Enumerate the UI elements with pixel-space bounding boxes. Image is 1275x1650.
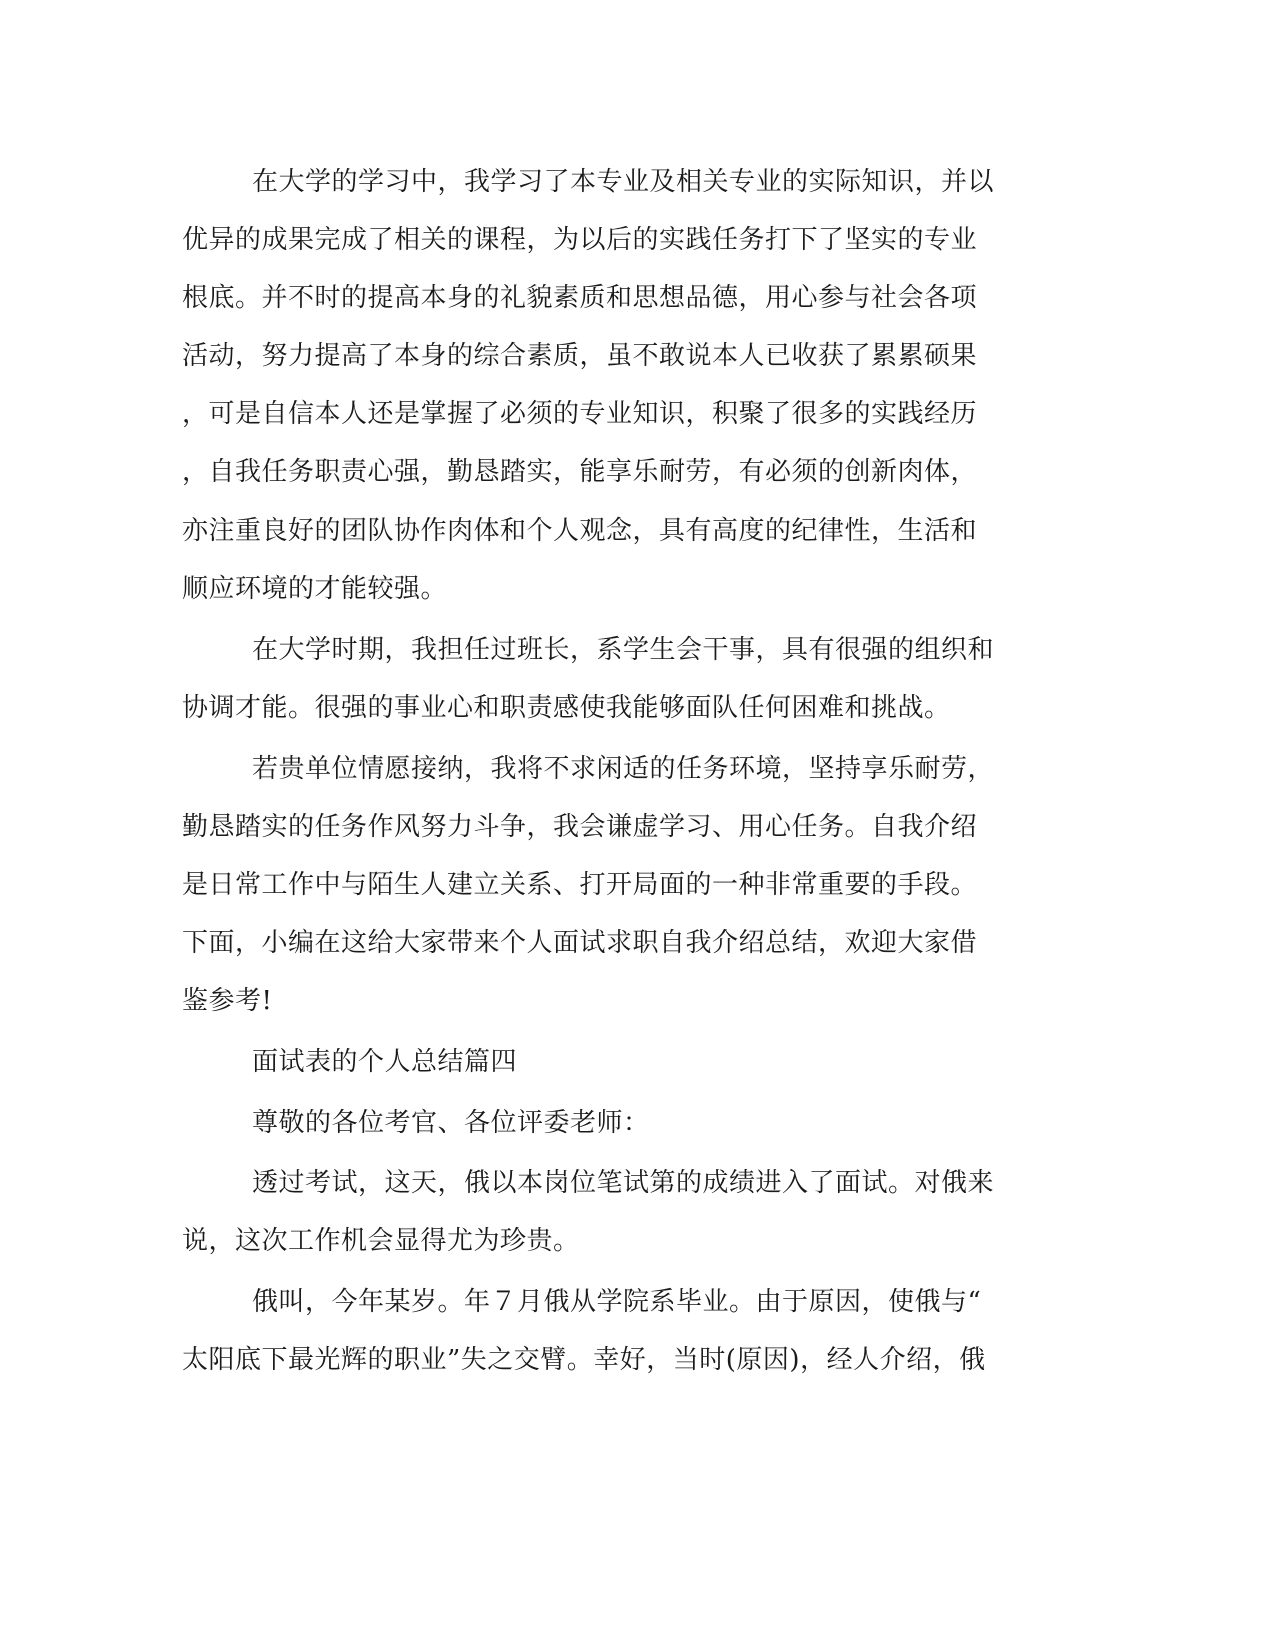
text-line: 太阳底下最光辉的职业”失之交臂。幸好，当时(原因)，经人介绍，俄 <box>182 1345 986 1375</box>
text-line: 根底。并不时的提高本身的礼貌素质和思想品德，用心参与社会各项 <box>182 283 978 313</box>
text-line: 优异的成果完成了相关的课程，为以后的实践任务打下了坚实的专业 <box>182 225 978 255</box>
text-line: 亦注重良好的团队协作肉体和个人观念，具有高度的纪律性，生活和 <box>182 516 978 546</box>
text-line: 俄叫，今年某岁。年７月俄从学院系毕业。由于原因，使俄与“ <box>252 1287 982 1317</box>
text-line: 协调才能。很强的事业心和职责感使我能够面队任何困难和挑战。 <box>182 693 951 723</box>
text-line: 勤恳踏实的任务作风努力斗争，我会谦虚学习、用心任务。自我介绍 <box>182 812 978 842</box>
text-line: 活动，努力提高了本身的综合素质，虽不敢说本人已收获了累累硕果 <box>182 341 978 371</box>
text-line: 在大学的学习中，我学习了本专业及相关专业的实际知识，并以 <box>252 167 995 197</box>
text-line: 鉴参考! <box>182 986 273 1016</box>
text-line: 透过考试，这天，俄以本岗位笔试第的成绩进入了面试。对俄来 <box>252 1168 995 1198</box>
text-line: 顺应环境的才能较强。 <box>182 574 448 604</box>
text-line: 若贵单位情愿接纳，我将不求闲适的任务环境，坚持享乐耐劳， <box>252 754 995 784</box>
text-line: ，可是自信本人还是掌握了必须的专业知识，积聚了很多的实践经历 <box>182 399 978 429</box>
text-line: ，自我任务职责心强，勤恳踏实，能享乐耐劳，有必须的创新肉体， <box>182 457 978 487</box>
section-heading: 面试表的个人总结篇四 <box>252 1047 518 1077</box>
text-line: 下面，小编在这给大家带来个人面试求职自我介绍总结，欢迎大家借 <box>182 928 978 958</box>
text-line: 说，这次工作机会显得尤为珍贵。 <box>182 1226 580 1256</box>
text-line: 是日常工作中与陌生人建立关系、打开局面的一种非常重要的手段。 <box>182 870 978 900</box>
salutation: 尊敬的各位考官、各位评委老师： <box>252 1108 650 1138</box>
text-line: 在大学时期，我担任过班长，系学生会干事，具有很强的组织和 <box>252 635 995 665</box>
